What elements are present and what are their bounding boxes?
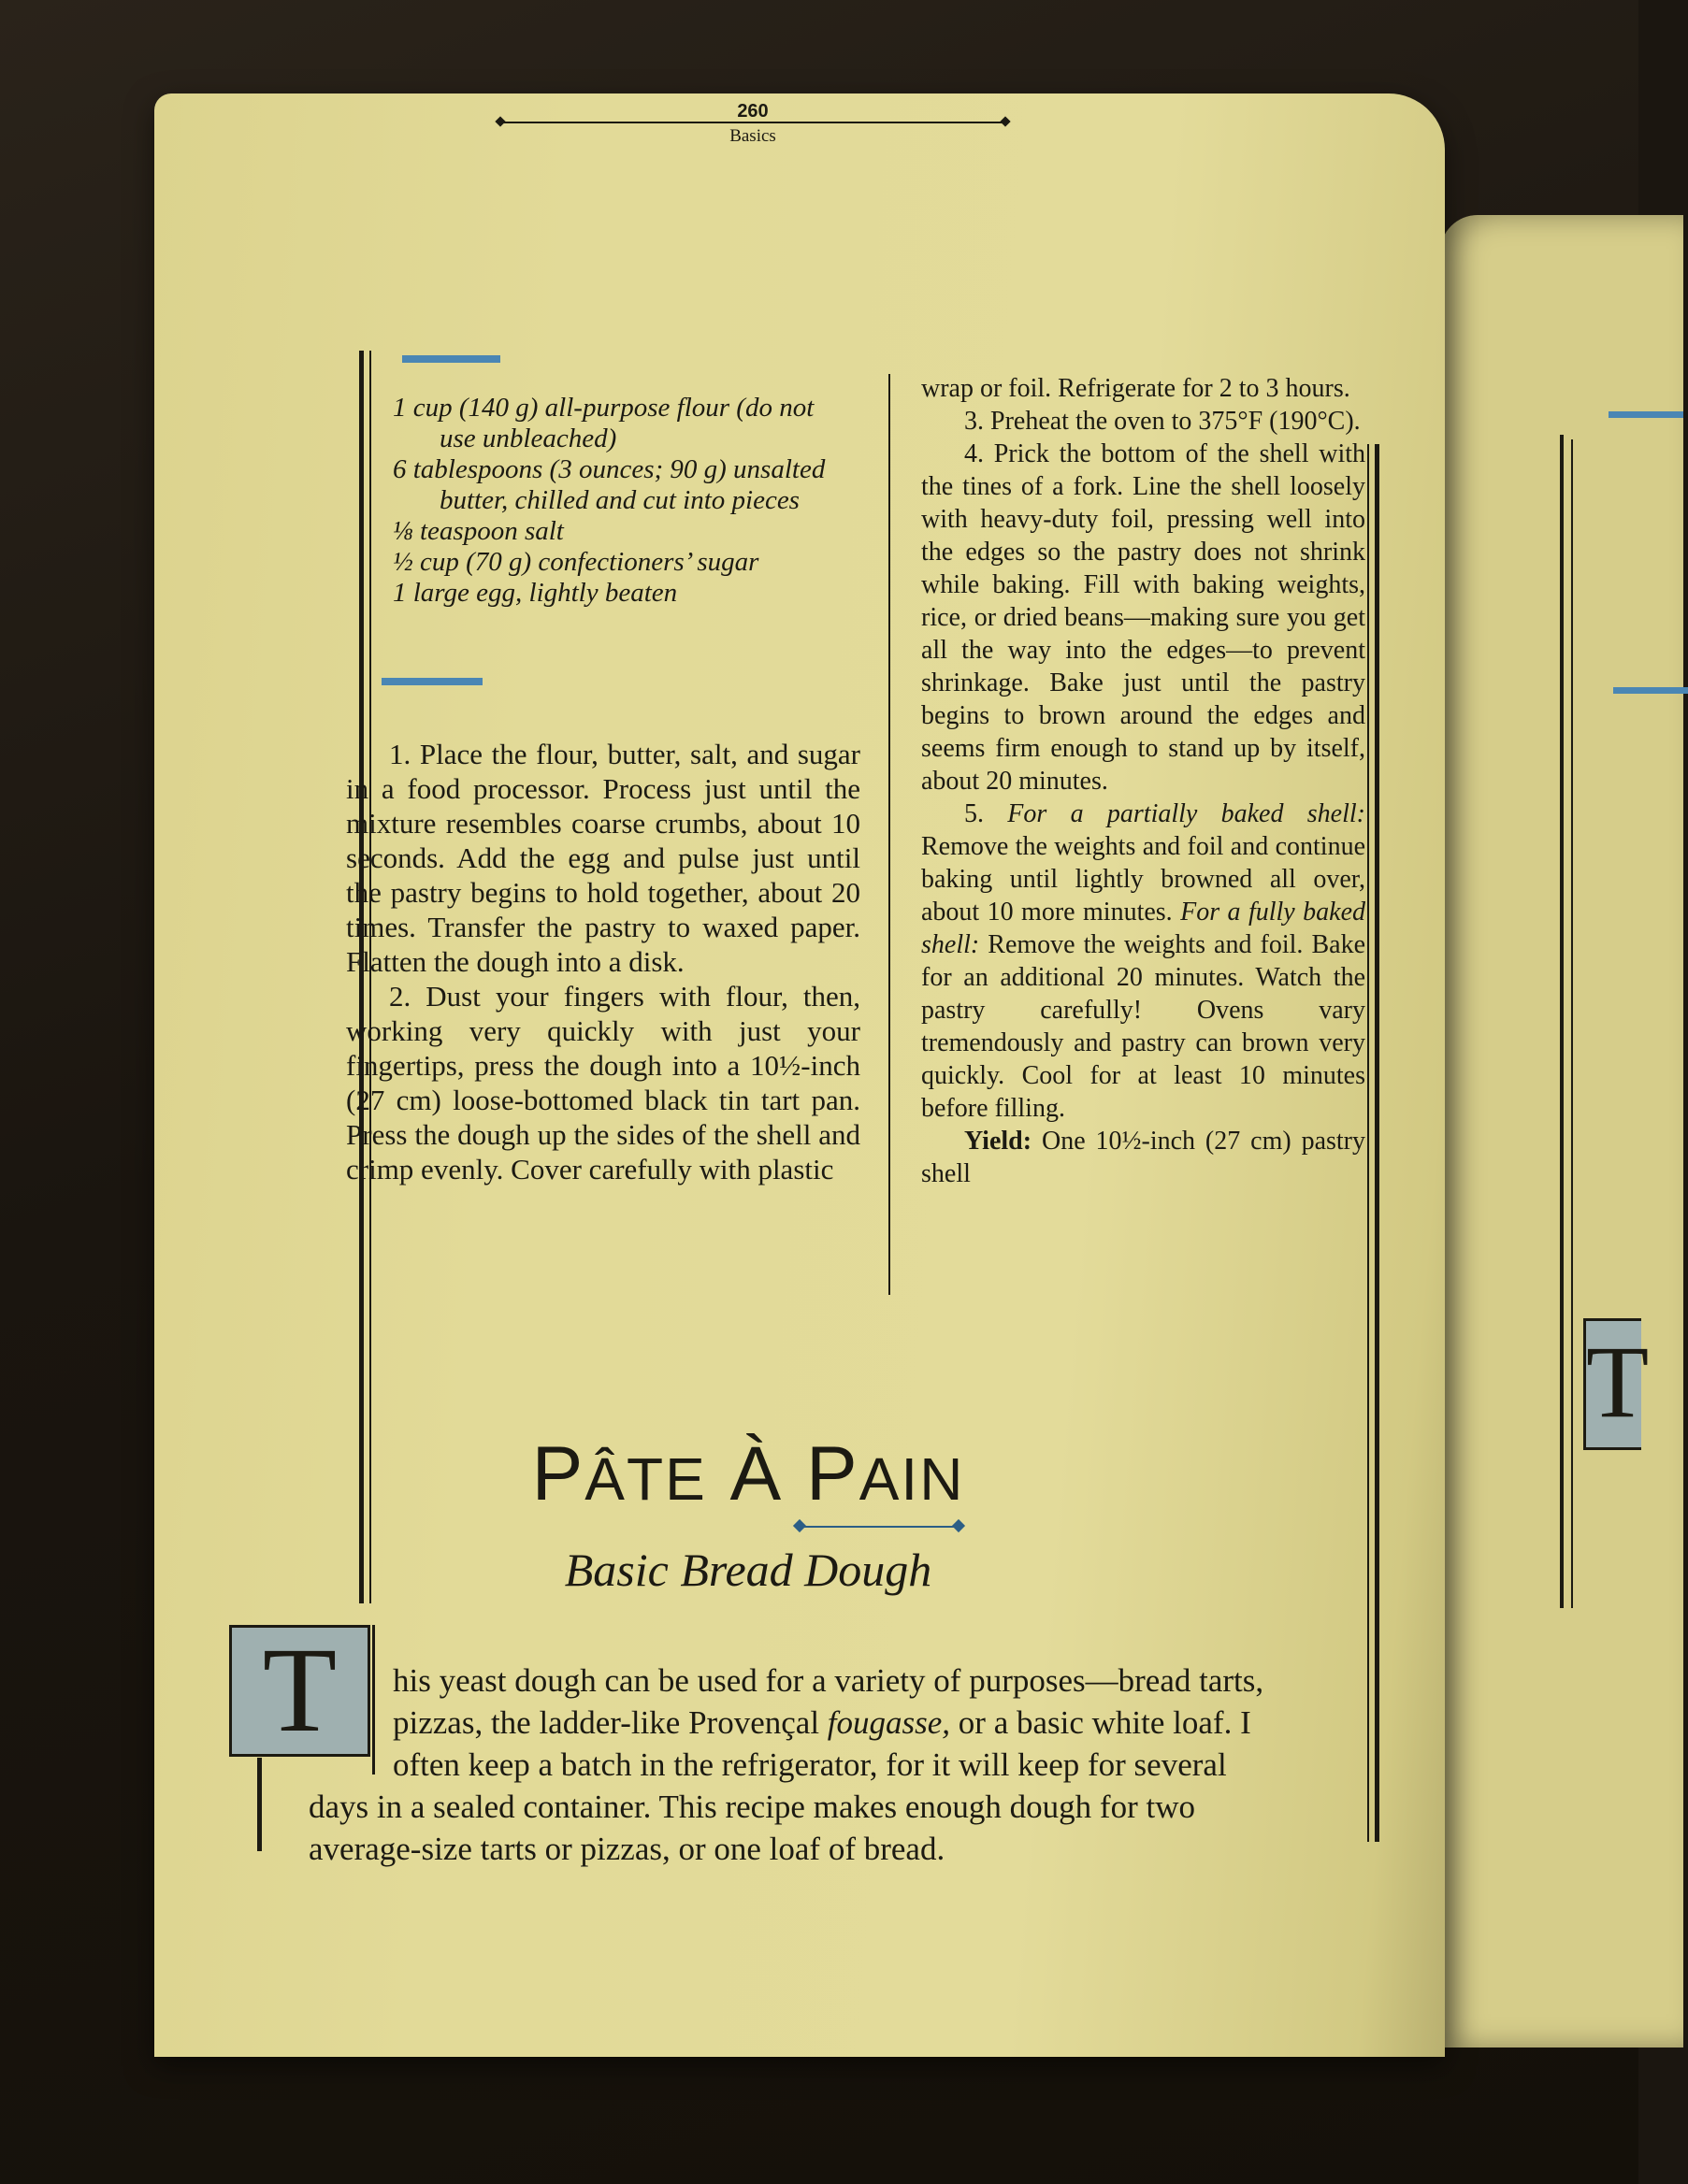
left-frame-rule-lower — [257, 1758, 262, 1851]
intro-line: his yeast dough can be used for a variety of purposes—bread tarts, — [393, 1662, 1264, 1699]
recipe-subtitle: Basic Bread Dough — [564, 1544, 932, 1596]
facing-page-dropcap: T — [1583, 1318, 1641, 1450]
step-number: 5. — [964, 799, 984, 828]
ingredient-item: 6 tablespoons (3 ounces; 90 g) unsalted butter, chilled and cut into pieces — [393, 454, 826, 515]
step-paragraph: 2. Dust your fingers with flour, then, working very quickly with just your fingertips, press the dough into a 10½-inch (27 cm) loose-bottomed black tin tart pan. Press the dough up the sides of the shell and crimp evenly. Cover carefully with plastic — [346, 980, 860, 1185]
step-paragraph: 4. Prick the bottom of the shell with the tines of a fork. Line the shell loosely with heavy-duty foil, pressing well into the edges so the pastry does not shrink while baking. Fill with baking weights, rice, or dried beans—making sure you get all the way into the edges—to prevent shrinkage. Bake just until the pastry begins to brown around the edges and seems firm enough to stand up by itself, about 20 minutes. — [921, 439, 1365, 796]
title-part: P — [783, 1431, 859, 1516]
intro-text: or a basic white loaf. I — [950, 1704, 1251, 1741]
intro-line — [309, 1702, 1375, 1744]
intro-line: average-size tarts or pizzas, or one loaf of bread. — [309, 1831, 945, 1867]
yield-text: One 10½-inch (27 cm) pastry shell — [921, 1127, 1365, 1188]
intro-line: often keep a batch in the refrigerator, for it will keep for several — [393, 1746, 1227, 1783]
title-part: AIN — [858, 1445, 965, 1513]
ingredient-item: ½ cup (70 g) confectioners’ sugar — [393, 547, 759, 577]
column-divider — [888, 374, 890, 1295]
right-frame-rule — [1375, 444, 1379, 1842]
title-part: P — [531, 1431, 585, 1516]
steps-column-right — [921, 372, 1365, 1190]
title-ornament — [800, 1526, 959, 1528]
facing-page — [1440, 215, 1683, 2048]
facing-page-rule — [1571, 439, 1573, 1608]
page-header — [500, 101, 1005, 147]
intro-text: pizzas, the ladder-like Provençal — [393, 1704, 828, 1741]
facing-page-rule — [1560, 435, 1564, 1608]
page-number: 260 — [737, 101, 769, 122]
recipe-title — [281, 1430, 1216, 1518]
step-continuation: wrap or foil. Refrigerate for 2 to 3 hours. — [921, 374, 1350, 403]
section-name: Basics — [729, 126, 776, 146]
step-label: For a fully baked shell: — [921, 898, 1366, 959]
title-part: ÂTE — [584, 1445, 707, 1513]
ingredient-list — [393, 393, 851, 609]
ingredient-item: 1 cup (140 g) all-purpose flour (do not use unbleached) — [393, 393, 815, 453]
steps-column-left — [346, 737, 860, 1186]
drop-cap: T — [229, 1625, 370, 1757]
facing-page-blue-bar — [1613, 687, 1688, 694]
step-paragraph — [921, 797, 1365, 1125]
step-paragraph: 1. Place the flour, butter, salt, and sugar in a food processor. Process just until the mixture resembles coarse crumbs, about 10 seconds. Add the egg and pulse just until the pastry begins to hold together, about 20 times. Transfer the pastry to waxed paper. Flatten the dough into a disk. — [346, 738, 860, 978]
ingredients-bottom-bar — [382, 678, 483, 685]
title-part: À — [729, 1431, 784, 1516]
step-text: Remove the weights and foil and continue baking until lightly browned all over, about 10 more minutes. — [921, 832, 1365, 927]
ingredients-top-bar — [402, 355, 500, 363]
right-frame-rule-thin — [1367, 444, 1369, 1842]
facing-page-blue-bar — [1609, 411, 1683, 418]
header-rule — [500, 122, 1005, 123]
ingredient-item: 1 large egg, lightly beaten — [393, 578, 678, 608]
yield-line — [921, 1125, 1365, 1190]
ingredient-item: ⅛ teaspoon salt — [393, 516, 564, 546]
intro-italic: fougasse, — [827, 1704, 951, 1741]
intro-paragraph — [309, 1660, 1375, 1870]
yield-label: Yield: — [964, 1127, 1032, 1156]
intro-line: days in a sealed container. This recipe makes enough dough for two — [309, 1789, 1195, 1825]
step-label: For a partially baked shell: — [1007, 799, 1365, 828]
step-text: Remove the weights and foil. Bake for an additional 20 minutes. Watch the pastry carefully! Ovens vary tremendously and pastry can brown very quickly. Cool for at least 10 minutes before filling. — [921, 930, 1366, 1123]
step-paragraph: 3. Preheat the oven to 375°F (190°C). — [964, 407, 1361, 436]
